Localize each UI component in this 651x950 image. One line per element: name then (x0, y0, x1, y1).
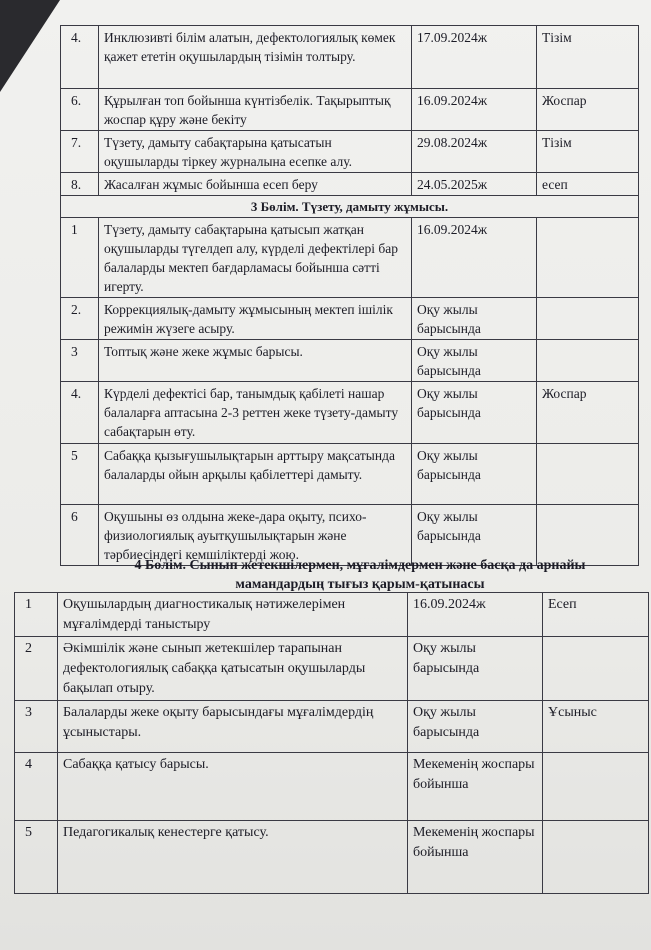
task-cell: Педагогикалық кенестерге қатысу. (58, 821, 408, 894)
deadline-cell: 16.09.2024ж (408, 593, 543, 637)
dark-corner (0, 0, 60, 92)
deadline-cell: 24.05.2025ж (412, 173, 537, 196)
row-number: 8. (61, 173, 99, 196)
row-number: 6. (61, 89, 99, 131)
result-cell: есеп (537, 173, 639, 196)
plan-table-part2 (14, 592, 649, 894)
task-cell: Оқушылардың диагностикалық нәтижелерімен мұғалімдерді таныстыру (58, 593, 408, 637)
result-cell (537, 444, 639, 505)
table-row (61, 340, 639, 382)
table-row (15, 701, 649, 753)
row-number: 4. (61, 382, 99, 444)
deadline-cell: Мекеменің жоспары бойынша (408, 753, 543, 821)
table-row (61, 131, 639, 173)
result-cell: Жоспар (537, 89, 639, 131)
section-3-title: 3 Бөлім. Түзету, дамыту жұмысы. (61, 196, 639, 218)
row-number: 5 (15, 821, 58, 894)
deadline-cell: Мекеменің жоспары бойынша (408, 821, 543, 894)
task-cell: Сабаққа қызығушылықтарын арттыру мақсатында балаларды ойын арқылы қабілеттері дамыту. (99, 444, 412, 505)
table-row (61, 26, 639, 89)
table-row (61, 218, 639, 298)
deadline-cell: 16.09.2024ж (412, 89, 537, 131)
table-row (61, 444, 639, 505)
row-number: 2 (15, 637, 58, 701)
deadline-cell: 29.08.2024ж (412, 131, 537, 173)
plan-table-body (61, 26, 639, 566)
row-number: 3 (61, 340, 99, 382)
task-cell: Жасалған жұмыс бойынша есеп беру (99, 173, 412, 196)
table-row (61, 382, 639, 444)
table-row (15, 593, 649, 637)
section-4-title: 4 Бөлім. Сынып жетекшілермен, мұғалімдермен және басқа да арнайы мамандардың тығыз қарым-қатынасы (134, 558, 586, 592)
deadline-cell: Оқу жылы барысында (408, 637, 543, 701)
deadline-cell: Оқу жылы барысында (412, 382, 537, 444)
task-cell: Түзету, дамыту сабақтарына қатысатын оқушыларды тіркеу журналына есепке алу. (99, 131, 412, 173)
table-row (61, 298, 639, 340)
row-number: 1 (61, 218, 99, 298)
section-header-row (61, 196, 639, 218)
row-number: 3 (15, 701, 58, 753)
table-row (61, 89, 639, 131)
result-cell: Тізім (537, 131, 639, 173)
deadline-cell: 16.09.2024ж (412, 218, 537, 298)
result-cell: Ұсыныс (543, 701, 649, 753)
row-number: 2. (61, 298, 99, 340)
row-number: 4. (61, 26, 99, 89)
table-row (15, 821, 649, 894)
deadline-cell: Оқу жылы барысында (412, 444, 537, 505)
task-cell: Топтық және жеке жұмыс барысы. (99, 340, 412, 382)
plan-table-part1 (60, 25, 639, 566)
result-cell (543, 821, 649, 894)
result-cell: Тізім (537, 26, 639, 89)
table-row (61, 173, 639, 196)
task-cell: Күрделі дефектісі бар, танымдық қабілеті нашар балаларға аптасына 2-3 реттен жеке түзету-дамыту сабақтарын өту. (99, 382, 412, 444)
table-row (15, 637, 649, 701)
result-cell (537, 340, 639, 382)
task-cell: Инклюзивті білім алатын, дефектологиялық көмек қажет ететін оқушылардың тізімін толтыру. (99, 26, 412, 89)
result-cell (543, 753, 649, 821)
task-cell: Түзету, дамыту сабақтарына қатысып жатқан оқушыларды түгелдеп алу, күрделі дефектілері бар балаларды мектеп бағдарламасы бойынша сәтті игерту. (99, 218, 412, 298)
plan-table-body (15, 593, 649, 894)
table-row (15, 753, 649, 821)
row-number: 4 (15, 753, 58, 821)
deadline-cell: 17.09.2024ж (412, 26, 537, 89)
result-cell: Жоспар (537, 382, 639, 444)
row-number: 5 (61, 444, 99, 505)
task-cell: Әкімшілік және сынып жетекшілер тарапынан дефектологиялық сабаққа қатысатын оқушыларды бақылап отыру. (58, 637, 408, 701)
deadline-cell: Оқу жылы барысында (412, 340, 537, 382)
row-number: 7. (61, 131, 99, 173)
task-cell: Оқушыны өз олдына жеке-дара оқыту, психо-физиологиялық ауытқушылықтарын және тәрбиесіндегі кемшіліктерді жою. (99, 505, 412, 566)
task-cell: Коррекциялық-дамыту жұмысының мектеп ішілік режимін жүзеге асыру. (99, 298, 412, 340)
task-cell: Құрылған топ бойынша күнтізбелік. Тақырыптық жоспар құру және бекіту (99, 89, 412, 131)
row-number: 1 (15, 593, 58, 637)
result-cell: Есеп (543, 593, 649, 637)
task-cell: Сабаққа қатысу барысы. (58, 753, 408, 821)
result-cell (537, 218, 639, 298)
row-number: 6 (61, 505, 99, 566)
deadline-cell: Оқу жылы барысында (408, 701, 543, 753)
result-cell (543, 637, 649, 701)
deadline-cell: Оқу жылы барысында (412, 505, 537, 566)
task-cell: Балаларды жеке оқыту барысындағы мұғалімдердің ұсыныстары. (58, 701, 408, 753)
result-cell (537, 298, 639, 340)
deadline-cell: Оқу жылы барысында (412, 298, 537, 340)
